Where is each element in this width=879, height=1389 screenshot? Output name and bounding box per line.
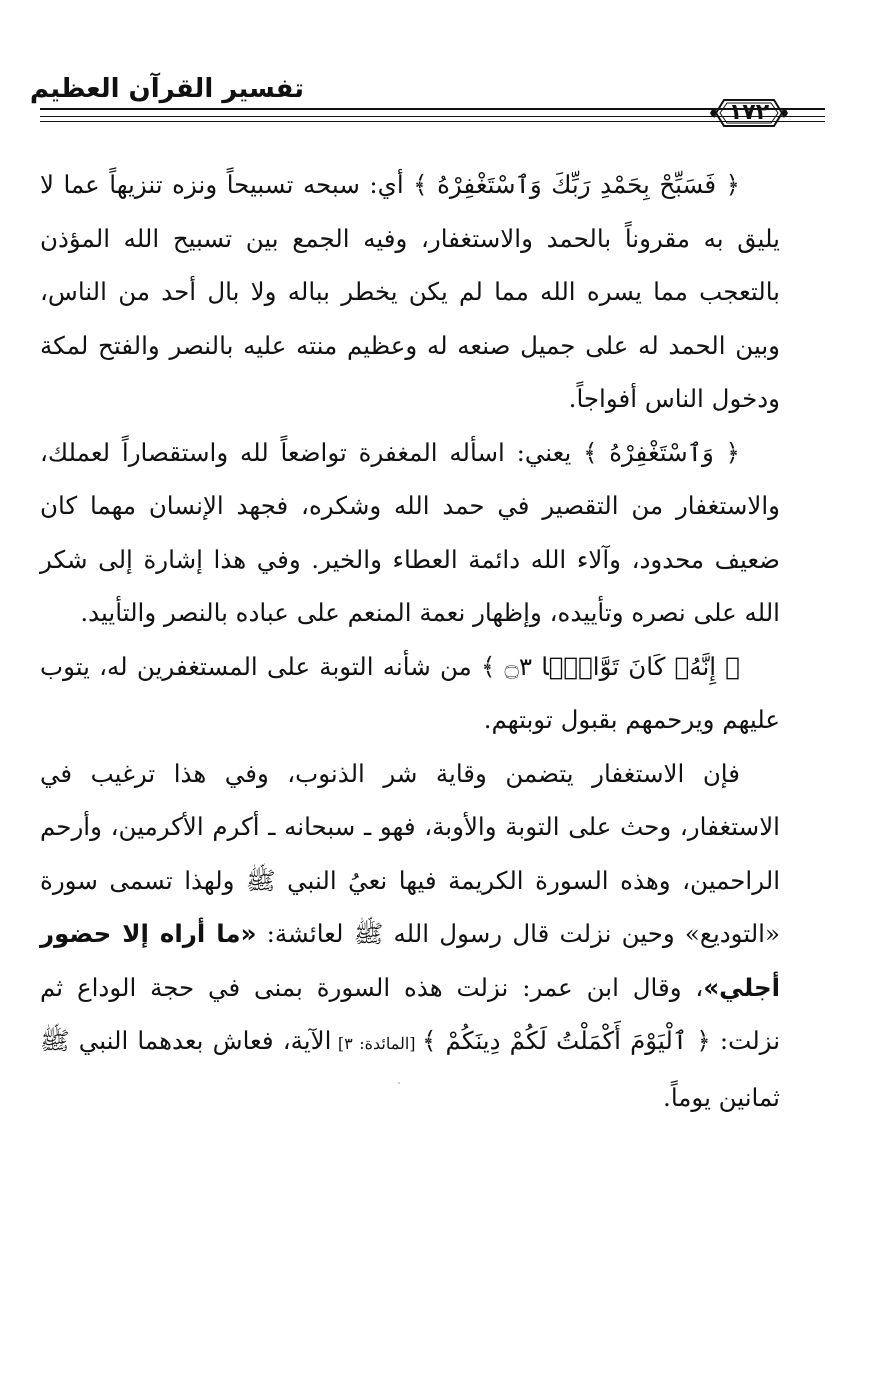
hadith-quote-bold: «ما أراه إلا حضور أجلي»	[40, 919, 780, 1002]
header-rule-thin	[40, 116, 825, 117]
paragraph-2	[40, 426, 780, 640]
body-text	[40, 158, 780, 1124]
header-rule-thick	[40, 108, 825, 110]
header-rule-thin-2	[40, 121, 825, 122]
paragraph-4	[40, 747, 780, 1125]
running-header-title: تفسير القرآن العظيم	[29, 74, 304, 104]
paragraph-text: الآية، فعاش بعدهما النبي ﷺ ثمانين يوماً.	[40, 1026, 780, 1112]
quran-quote: ﴿ وَٱسْتَغْفِرْهُ ﴾	[583, 437, 741, 467]
paragraph-text: ، وقال ابن عمر: نزلت هذه السورة بمنى في حجة الوداع ثم نزلت:	[40, 972, 781, 1055]
surah-reference: [المائدة: ٣]	[331, 1034, 422, 1053]
paragraph-1	[40, 158, 780, 426]
quran-quote: ﴿ إِنَّهُۥ كَانَ تَوَّابَۢا ۝٣ ﴾	[480, 651, 741, 681]
paragraph-text: فإن الاستغفار يتضمن وقاية شر الذنوب، وفي هذا ترغيب في الاستغفار، وحث على التوبة والأوبة، فهو ـ سبحانه ـ أكرم الأكرمين، وأرحم الراحمين، وهذه السورة الكريمة فيها نعيُ النبي ﷺ ولهذا تسمى سورة «التوديع» وحين نزلت قال رسول الله ﷺ لعائشة:	[40, 758, 780, 948]
paragraph-text: يعني: اسأله المغفرة تواضعاً لله واستقصاراً لعملك، والاستغفار من التقصير في حمد الله وشكره، فجهد الإنسان مهما كان ضعيف محدود، وآلاء الله دائمة العطاء والخير. وفي هذا إشارة إلى شكر الله على نصره وتأييده، وإظهار نعمة المنعم على عباده بالنصر والتأييد.	[40, 437, 780, 627]
paragraph-3	[40, 640, 780, 747]
quran-quote: ﴿ فَسَبِّحْ بِحَمْدِ رَبِّكَ وَٱسْتَغْفِرْهُ ﴾	[413, 170, 740, 199]
paragraph-text: من شأنه التوبة على المستغفرين له، يتوب عليهم ويرحمهم بقبول توبتهم.	[40, 651, 780, 734]
scan-speck	[398, 1082, 400, 1084]
page-number: ١٧٢	[728, 100, 770, 125]
paragraph-text: أي: سبحه تسبيحاً ونزه تنزيهاً عما لا يليق به مقروناً بالحمد والاستغفار، وفيه الجمع بين تسبيح الله المؤذن بالتعجب مما يسره الله مما لم يكن يخطر بباله ولا بال أحد من الناس، وبين الحمد له على جميل صنعه له وعظيم منته عليه بالنصر والفتح لمكة ودخول الناس أفواجاً.	[40, 170, 780, 413]
quran-quote: ﴿ ٱلْيَوْمَ أَكْمَلْتُ لَكُمْ دِينَكُمْ ﴾	[422, 1026, 711, 1055]
